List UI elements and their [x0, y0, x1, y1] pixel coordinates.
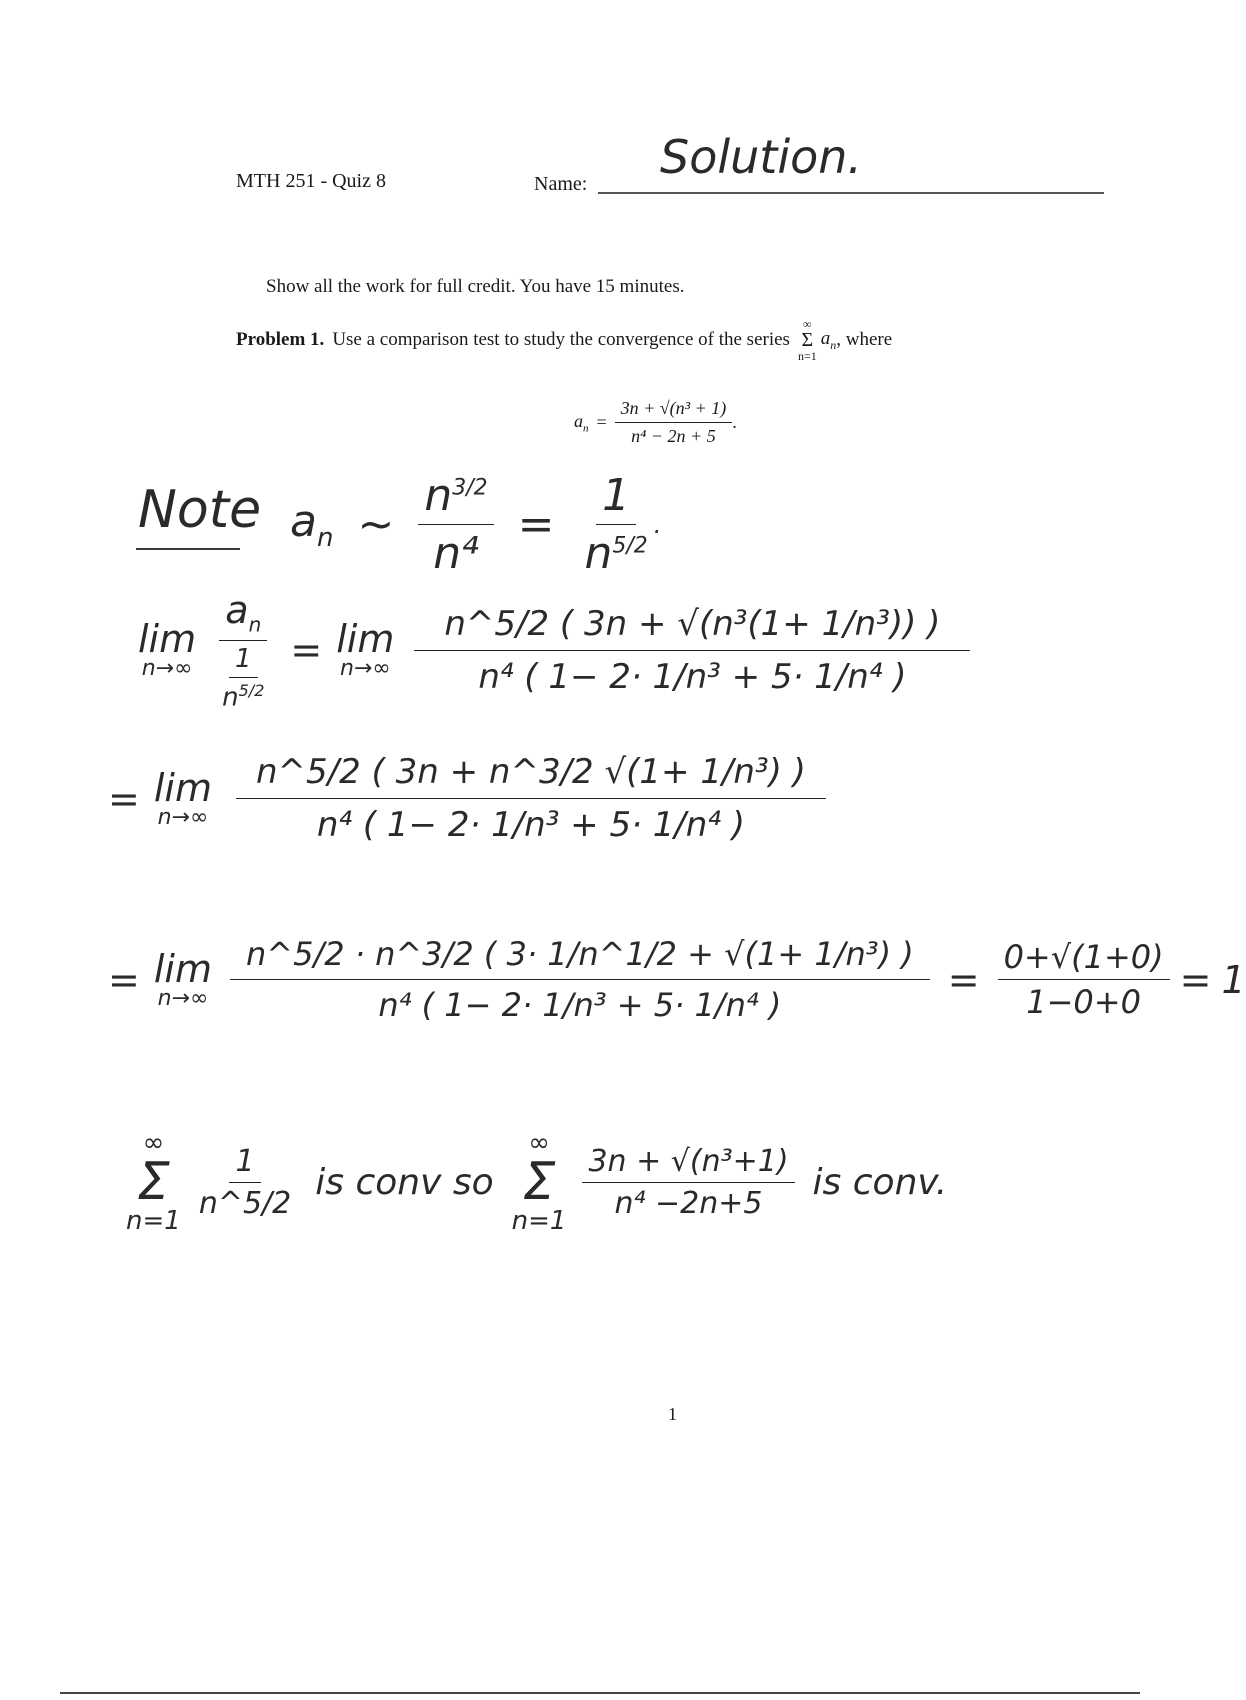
- step4-equals: =: [108, 957, 140, 1002]
- note-label: Note: [138, 480, 262, 540]
- problem-text-after: , where: [836, 329, 893, 350]
- step2-expression: [138, 588, 970, 712]
- step2-big-fraction: $\frac{\text{n\textasciicircum{}5/2 ( 3n + √(n³(1+ 1/n³)) )}}{\text{n⁴ ( 1− 2· 1/n³ + 5· 1/n⁴ )}}$: [414, 604, 970, 697]
- step1-expression: $a_n$ ~ $\frac{n^{3/2}}{\text{n⁴}}$ = $\frac{1}{n^{5/2}}$ .: [290, 470, 662, 579]
- name-underline: [598, 192, 1104, 194]
- step2-ratio: $\frac{a_n}{\frac{1}{n^{5/2}}}$: [210, 588, 276, 712]
- step4-value-fraction: $\frac{0+√(1+0)}{1-0+0}$: [998, 938, 1170, 1021]
- formula-fraction: [615, 398, 733, 447]
- conclusion-term-2: $\frac{\text{3n + √(n³+1)}}{\text{n⁴ −2n+5}}$: [582, 1144, 794, 1221]
- formula-denominator: n⁴ − 2n + 5: [631, 426, 716, 446]
- step4-equals-2: =: [947, 957, 980, 1002]
- step1-equals: =: [517, 499, 555, 550]
- step4-equals-3: =: [1179, 957, 1212, 1002]
- problem-text: Use a comparison test to study the convergence of the series: [332, 329, 790, 350]
- sum-lower-limit: n=1: [797, 349, 817, 363]
- series-term: $a_n$: [820, 327, 837, 352]
- step4-expression: [108, 935, 1246, 1024]
- step1-lhs: $a_n$: [290, 496, 334, 553]
- conclusion-sum-1: ∞ Σ n=1: [126, 1128, 181, 1236]
- step4-big-fraction: $\frac{\text{n\textasciicircum{}5/2 · n\textasciicircum{}3/2 ( 3· 1/n\textasciicircum{}1/2 + √(1+ 1/n³) )}}{\text{n⁴ ( 1− 2· 1/n³ + 5· 1/n⁴ )}}$: [230, 935, 930, 1024]
- step4-limit: lim n→∞: [153, 946, 212, 1011]
- name-label: Name:: [534, 173, 588, 195]
- problem-label: Problem 1.: [236, 329, 325, 350]
- step2-limit: lim n→∞: [138, 617, 197, 682]
- formula-period: .: [732, 412, 737, 432]
- problem-formula: $a_n$ = $\frac{\text{3n + √(n³ + 1)}}{\text{n⁴ − 2n + 5}}$ .: [574, 398, 737, 446]
- formula-lhs: a: [574, 410, 583, 431]
- course-title: MTH 251 - Quiz 8: [236, 170, 386, 192]
- sigma-icon: Σ: [801, 329, 814, 351]
- formula-numerator: 3n + √(n³ + 1): [615, 398, 733, 423]
- series-sum-symbol: [798, 318, 817, 362]
- page-number: 1: [668, 1404, 677, 1424]
- step3-expression: [108, 752, 826, 845]
- conclusion: [126, 1130, 947, 1234]
- sigma-icon: Σ: [522, 1152, 556, 1212]
- step1-result: $\frac{1}{n^{5/2}}$: [584, 470, 648, 579]
- note-underline: [136, 548, 240, 550]
- problem-statement: [236, 318, 892, 362]
- conclusion-term-1: $\frac{1}{n\^{}5/2}$: [198, 1143, 292, 1221]
- step3-limit: lim n→∞: [153, 765, 212, 830]
- formula-equals: =: [596, 412, 607, 432]
- step1-fraction: $\frac{n^{3/2}}{\text{n⁴}}$: [418, 470, 493, 579]
- step3-big-fraction: $\frac{\text{n\textasciicircum{}5/2 ( 3n + n\textasciicircum{}3/2 √(1+ 1/n³) )}}{\text{n⁴ ( 1− 2· 1/n³ + 5· 1/n⁴ )}}$: [236, 752, 826, 845]
- step1-asymptotic: ~: [357, 499, 395, 550]
- sigma-icon: Σ: [136, 1152, 170, 1212]
- step2-equals: =: [290, 628, 323, 673]
- conclusion-text-1: is conv so: [315, 1161, 494, 1203]
- step3-equals: =: [108, 776, 140, 821]
- instructions: Show all the work for full credit. You have 15 minutes.: [266, 276, 685, 297]
- name-value-handwritten: Solution.: [660, 130, 863, 184]
- bottom-rule: [60, 1692, 1140, 1694]
- sum-upper-limit: ∞: [803, 317, 812, 331]
- step4-result: 1: [1221, 957, 1246, 1002]
- conclusion-text-2: is conv.: [812, 1161, 948, 1203]
- conclusion-sum-2: ∞ Σ n=1: [511, 1128, 567, 1236]
- step2-limit-rhs: lim n→∞: [336, 617, 395, 682]
